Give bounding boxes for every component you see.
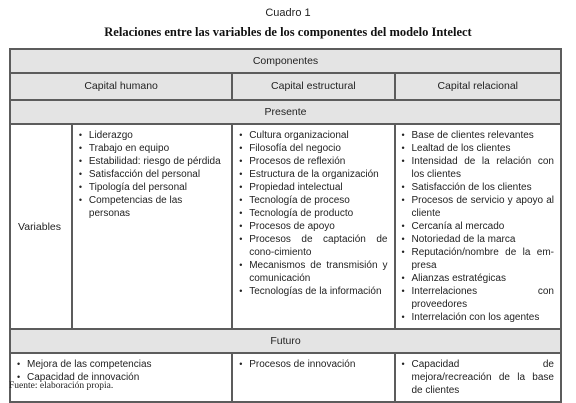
list-item: • Cercanía al mercado (402, 220, 555, 233)
list-item: • Satisfacción de los clientes (402, 181, 555, 194)
list-item: • Procesos de servicio y apoyo al cliente (402, 194, 555, 220)
future-relacional-list (396, 354, 561, 401)
present-relacional-list (396, 125, 561, 328)
list-item: • Capacidad de mejora/recreación de la base de clientes (402, 358, 555, 397)
list-item: • Estabilidad: riesgo de pérdida (79, 155, 225, 168)
table-caption: Cuadro 1 (265, 7, 311, 19)
source-note: Fuente: elaboración propia. (9, 381, 114, 391)
col-header-capital-humano: Capital humano (10, 73, 232, 100)
componentes-band: Componentes (10, 49, 561, 73)
list-item: • Procesos de reflexión (239, 155, 387, 168)
list-item: • Propiedad intelectual (239, 181, 387, 194)
col-header-capital-estructural: Capital estructural (232, 73, 394, 100)
list-item: • Trabajo en equipo (79, 142, 225, 155)
list-item: • Interrelaciones con proveedores (402, 285, 555, 311)
future-humano-cell (10, 353, 232, 402)
list-item: • Tecnología de producto (239, 207, 387, 220)
presente-band: Presente (10, 100, 561, 124)
future-relacional-cell (395, 353, 562, 402)
list-item: • Satisfacción del personal (79, 168, 225, 181)
list-item: • Reputación/nombre de la em-presa (402, 246, 555, 272)
present-humano-cell (72, 124, 232, 329)
variables-label: Variables (10, 124, 72, 329)
future-estructural-list (233, 354, 393, 375)
futuro-band: Futuro (10, 329, 561, 353)
list-item: • Competencias de las personas (79, 194, 225, 220)
list-item: • Cultura organizacional (239, 129, 387, 142)
col-header-capital-relacional: Capital relacional (395, 73, 562, 100)
list-item: • Liderazgo (79, 129, 225, 142)
list-item: • Filosofía del negocio (239, 142, 387, 155)
list-item: • Base de clientes relevantes (402, 129, 555, 142)
table-title: Relaciones entre las variables de los componentes del modelo Intelect (104, 25, 472, 39)
components-table (9, 48, 562, 403)
list-item: • Tipología del personal (79, 181, 225, 194)
present-relacional-cell (395, 124, 562, 329)
list-item: • Procesos de innovación (239, 358, 387, 371)
list-item: • Procesos de captación de cono-cimiento (239, 233, 387, 259)
list-item: • Intensidad de la relación con los clientes (402, 155, 555, 181)
list-item: • Alianzas estratégicas (402, 272, 555, 285)
list-item: • Interrelación con los agentes (402, 311, 555, 324)
list-item: • Tecnologías de la información (239, 285, 387, 298)
present-humano-list (73, 125, 231, 224)
list-item: • Mejora de las competencias (17, 358, 225, 371)
future-estructural-cell (232, 353, 394, 402)
list-item: • Mecanismos de transmisión y comunicación (239, 259, 387, 285)
list-item: • Notoriedad de la marca (402, 233, 555, 246)
present-estructural-cell (232, 124, 394, 329)
list-item: • Capacidad de innovación (17, 371, 225, 384)
list-item: • Tecnología de proceso (239, 194, 387, 207)
present-estructural-list (233, 125, 393, 302)
list-item: • Estructura de la organización (239, 168, 387, 181)
list-item: • Lealtad de los clientes (402, 142, 555, 155)
list-item: • Procesos de apoyo (239, 220, 387, 233)
